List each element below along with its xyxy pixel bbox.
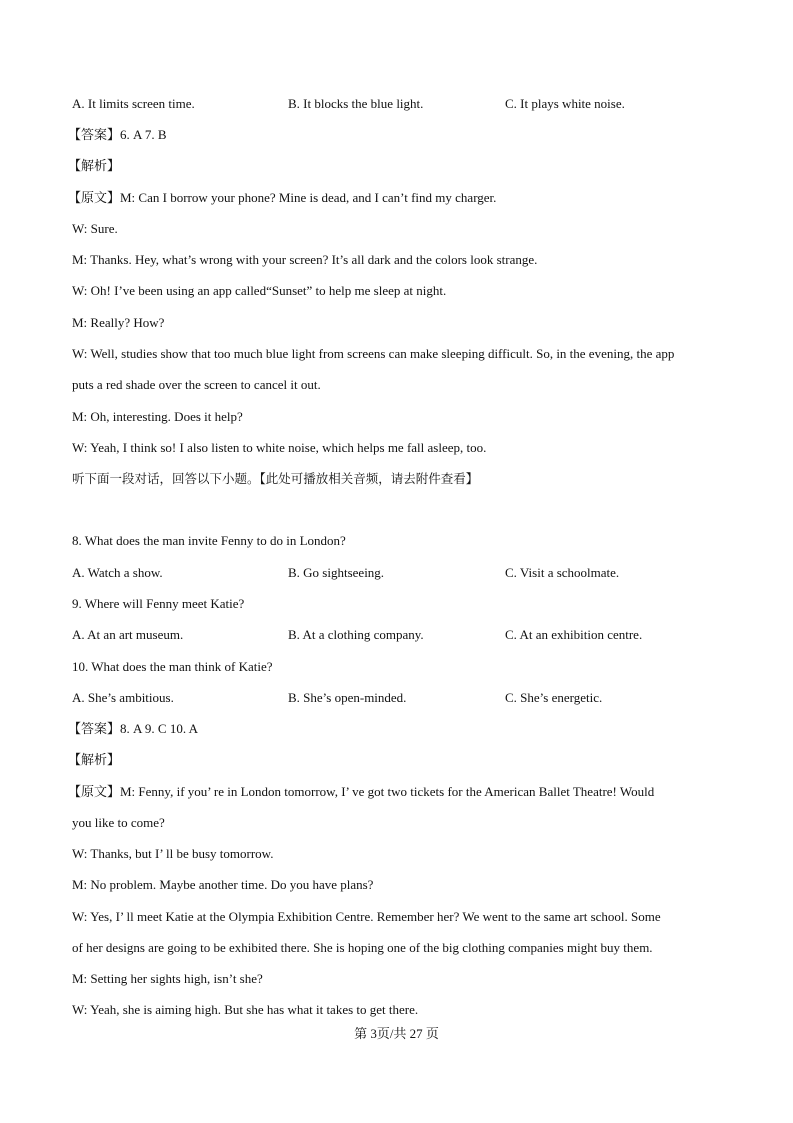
question-10: 10. What does the man think of Katie? [72,659,273,674]
answer-line: 【答案】6. A 7. B [68,127,167,142]
section-instruction: 听下面一段对话，回答以下小题。【此处可播放相关音频，请去附件查看】 [72,471,479,486]
page-footer: 第 3页/共 27 页 [354,1026,439,1041]
option-b: B. She’s open-minded. [288,690,407,705]
answer-line: 【答案】8. A 9. C 10. A [68,721,199,736]
transcript-line: W: Oh! I’ve been using an app called“Sunset” to help me sleep at night. [72,283,447,298]
option-c: C. It plays white noise. [505,96,625,111]
option-c: C. She’s energetic. [505,690,603,705]
option-a: A. It limits screen time. [72,96,195,111]
transcript-line: M: No problem. Maybe another time. Do you have plans? [72,877,374,892]
transcript-line: W: Sure. [72,221,118,236]
transcript-line: M: Really? How? [72,315,165,330]
question-9: 9. Where will Fenny meet Katie? [72,596,245,611]
option-a: A. She’s ambitious. [72,690,174,705]
transcript-line: W: Well, studies show that too much blue light from screens can make sleeping difficult. So, in the evening, the app [72,346,675,361]
analysis-label: 【解析】 [68,752,121,767]
option-b: B. Go sightseeing. [288,565,385,580]
analysis-label: 【解析】 [68,158,121,173]
question-8: 8. What does the man invite Fenny to do in London? [72,533,346,548]
option-c: C. At an exhibition centre. [505,627,643,642]
transcript-line: W: Yes, I’ ll meet Katie at the Olympia Exhibition Centre. Remember her? We went to the same art school. Some [72,909,661,924]
transcript-line: M: Oh, interesting. Does it help? [72,409,243,424]
option-a: A. Watch a show. [72,565,163,580]
option-b: B. It blocks the blue light. [288,96,424,111]
transcript-line: you like to come? [72,815,165,830]
transcript-line: M: Thanks. Hey, what’s wrong with your screen? It’s all dark and the colors look strange. [72,252,538,267]
transcript-line: of her designs are going to be exhibited there. She is hoping one of the big clothing companies might buy them. [72,940,653,955]
transcript-line: W: Yeah, I think so! I also listen to white noise, which helps me fall asleep, too. [72,440,487,455]
option-c: C. Visit a schoolmate. [505,565,620,580]
option-b: B. At a clothing company. [288,627,424,642]
option-a: A. At an art museum. [72,627,184,642]
transcript-line: puts a red shade over the screen to cancel it out. [72,377,321,392]
transcript-line: 【原文】M: Can I borrow your phone? Mine is dead, and I can’t find my charger. [68,190,497,205]
transcript-line: 【原文】M: Fenny, if you’ re in London tomorrow, I’ ve got two tickets for the American Ballet Theatre! Would [68,784,655,799]
transcript-line: W: Thanks, but I’ ll be busy tomorrow. [72,846,274,861]
transcript-line: M: Setting her sights high, isn’t she? [72,971,263,986]
transcript-line: W: Yeah, she is aiming high. But she has what it takes to get there. [72,1002,419,1017]
